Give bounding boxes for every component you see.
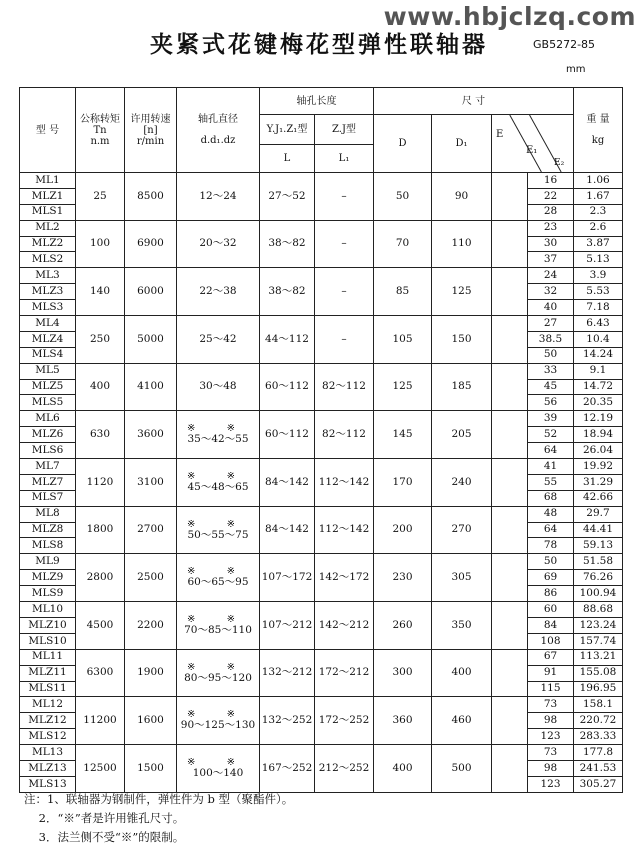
e-value-cell: 60 [528,602,574,618]
model-cell: MLS8 [20,538,76,554]
table-row [20,173,623,189]
bore-range: 100～140 [192,767,244,780]
d1-cell: 400 [432,649,492,697]
e-value-cell: 23 [528,220,574,236]
e-value-cell: 84 [528,617,574,633]
length-l-cell: 107～212 [260,602,315,650]
e-value-cell: 39 [528,411,574,427]
notes [24,790,293,847]
e-value-cell: 33 [528,363,574,379]
bore-range: 20～32 [199,237,237,250]
table-row [20,363,623,379]
e-blank-cell [492,649,528,697]
bore-star-mark: ※ ※ [187,423,249,435]
d1-cell: 150 [432,316,492,364]
e-value-cell: 123 [528,776,574,792]
model-cell: MLS10 [20,633,76,649]
weight-cell: 18.94 [574,427,623,443]
d-cell: 200 [374,506,432,554]
e-blank-cell [492,316,528,364]
speed-cell: 1900 [125,649,177,697]
weight-cell: 14.72 [574,379,623,395]
model-cell: MLS3 [20,300,76,316]
weight-cell: 123.24 [574,617,623,633]
length-l-cell: 38～82 [260,220,315,268]
length-l1-cell: 82～112 [315,363,374,411]
bore-range: 50～55～75 [187,528,249,541]
d-cell: 300 [374,649,432,697]
e-value-cell: 38.5 [528,331,574,347]
d1-cell: 460 [432,697,492,745]
e-value-cell: 32 [528,284,574,300]
model-cell: ML12 [20,697,76,713]
bore-range: 22～38 [199,284,237,297]
speed-cell: 4100 [125,363,177,411]
weight-cell: 12.19 [574,411,623,427]
weight-cell: 88.68 [574,602,623,618]
weight-cell: 241.53 [574,760,623,776]
spec-table [19,87,623,793]
torque-cell: 4500 [76,602,125,650]
torque-cell: 2800 [76,554,125,602]
torque-cell: 140 [76,268,125,316]
d-cell: 170 [374,459,432,507]
speed-cell: 3600 [125,411,177,459]
d1-cell: 110 [432,220,492,268]
bore-cell [177,220,260,268]
model-cell: ML3 [20,268,76,284]
weight-cell: 196.95 [574,681,623,697]
weight-cell: 42.66 [574,490,623,506]
d1-cell: 270 [432,506,492,554]
d1-cell: 125 [432,268,492,316]
model-cell: MLZ12 [20,713,76,729]
e-value-cell: 98 [528,713,574,729]
header-model: 型 号 [20,88,76,173]
weight-cell: 44.41 [574,522,623,538]
model-cell: ML6 [20,411,76,427]
e-value-cell: 98 [528,760,574,776]
model-cell: MLZ6 [20,427,76,443]
model-cell: MLZ9 [20,570,76,586]
bore-cell [177,363,260,411]
length-l-cell: 84～142 [260,459,315,507]
table-row [20,411,623,427]
weight-cell: 283.33 [574,729,623,745]
model-cell: MLS7 [20,490,76,506]
bore-cell [177,554,260,602]
model-cell: MLZ3 [20,284,76,300]
bore-cell [177,697,260,745]
torque-cell: 250 [76,316,125,364]
table-row [20,602,623,618]
e-value-cell: 108 [528,633,574,649]
weight-cell: 3.9 [574,268,623,284]
e-blank-cell [492,411,528,459]
table-row [20,649,623,665]
bore-cell [177,459,260,507]
bore-range: 80～95～120 [184,671,252,684]
table-row [20,697,623,713]
weight-cell: 2.3 [574,204,623,220]
model-cell: ML4 [20,316,76,332]
d-cell: 50 [374,173,432,221]
weight-cell: 6.43 [574,316,623,332]
weight-cell: 3.87 [574,236,623,252]
table-row [20,554,623,570]
e-value-cell: 41 [528,459,574,475]
e-blank-cell [492,745,528,793]
bore-cell [177,268,260,316]
model-cell: MLS6 [20,443,76,459]
weight-cell: 177.8 [574,745,623,761]
standard-code: GB5272-85 [533,38,596,51]
length-l1-cell: 112～142 [315,506,374,554]
bore-cell [177,173,260,221]
header-size: 尺 寸 [374,88,574,115]
model-cell: ML13 [20,745,76,761]
model-cell: ML5 [20,363,76,379]
e-value-cell: 78 [528,538,574,554]
model-cell: MLS12 [20,729,76,745]
weight-cell: 59.13 [574,538,623,554]
weight-cell: 155.08 [574,665,623,681]
site-watermark: www.hbjclzq.com [383,2,636,31]
model-cell: MLS2 [20,252,76,268]
bore-range: 30～48 [199,380,237,393]
e-value-cell: 50 [528,347,574,363]
note-line: 3．法兰侧不受“※”的限制。 [24,830,185,844]
e-value-cell: 115 [528,681,574,697]
header-d1: D₁ [432,115,492,173]
length-l1-cell: 142～212 [315,602,374,650]
length-l-cell: 27～52 [260,173,315,221]
e-value-cell: 22 [528,188,574,204]
model-cell: MLZ4 [20,331,76,347]
weight-cell: 19.92 [574,459,623,475]
torque-cell: 1800 [76,506,125,554]
e-value-cell: 52 [528,427,574,443]
weight-cell: 14.24 [574,347,623,363]
bore-range: 70～85～110 [184,624,252,637]
bore-range: 12～24 [199,189,237,202]
e-value-cell: 56 [528,395,574,411]
e-value-cell: 37 [528,252,574,268]
e-blank-cell [492,554,528,602]
e-value-cell: 86 [528,586,574,602]
e-blank-cell [492,363,528,411]
model-cell: MLZ1 [20,188,76,204]
d1-cell: 90 [432,173,492,221]
bore-range: 25～42 [199,332,237,345]
torque-cell: 25 [76,173,125,221]
e-value-cell: 68 [528,490,574,506]
length-l-cell: 60～112 [260,363,315,411]
speed-cell: 5000 [125,316,177,364]
model-cell: ML1 [20,173,76,189]
length-l1-cell: – [315,220,374,268]
note-line: 注：1、联轴器为钢制件，弹性件为 b 型（聚酯件）。 [24,792,294,806]
bore-range: 45～48～65 [187,481,249,494]
e-blank-cell [492,602,528,650]
model-cell: ML7 [20,459,76,475]
model-cell: ML8 [20,506,76,522]
bore-star-mark: ※ ※ [187,471,249,483]
bore-star-mark: ※ ※ [187,661,249,673]
model-cell: MLS9 [20,586,76,602]
d-cell: 400 [374,745,432,793]
d1-cell: 205 [432,411,492,459]
model-cell: MLS11 [20,681,76,697]
e-value-cell: 73 [528,697,574,713]
model-cell: ML9 [20,554,76,570]
weight-cell: 10.4 [574,331,623,347]
weight-cell: 157.74 [574,633,623,649]
torque-cell: 6300 [76,649,125,697]
model-cell: MLZ2 [20,236,76,252]
d1-cell: 500 [432,745,492,793]
d1-cell: 185 [432,363,492,411]
speed-cell: 8500 [125,173,177,221]
d1-cell: 240 [432,459,492,507]
length-l-cell: 107～172 [260,554,315,602]
weight-cell: 26.04 [574,443,623,459]
e-value-cell: 24 [528,268,574,284]
table-row [20,220,623,236]
length-l-cell: 44～112 [260,316,315,364]
header-bore: 轴孔直径 d.d₁.dz [177,88,260,173]
e-value-cell: 64 [528,522,574,538]
torque-cell: 100 [76,220,125,268]
weight-cell: 31.29 [574,474,623,490]
length-l1-cell: 172～212 [315,649,374,697]
e-blank-cell [492,173,528,221]
speed-cell: 1500 [125,745,177,793]
d-cell: 230 [374,554,432,602]
weight-cell: 305.27 [574,776,623,792]
speed-cell: 6000 [125,268,177,316]
spec-table-body [20,173,623,793]
bore-star-mark: ※ ※ [187,518,249,530]
weight-cell: 20.35 [574,395,623,411]
bore-range: 60～65～95 [187,576,249,589]
model-cell: MLZ10 [20,617,76,633]
header-yj-sym: L [260,145,315,173]
table-row [20,506,623,522]
bore-cell [177,316,260,364]
d-cell: 70 [374,220,432,268]
bore-cell [177,602,260,650]
length-l-cell: 132～252 [260,697,315,745]
torque-cell: 11200 [76,697,125,745]
e-value-cell: 67 [528,649,574,665]
speed-cell: 2200 [125,602,177,650]
weight-cell: 158.1 [574,697,623,713]
bore-cell [177,649,260,697]
model-cell: MLS1 [20,204,76,220]
speed-cell: 6900 [125,220,177,268]
d-cell: 125 [374,363,432,411]
d-cell: 145 [374,411,432,459]
header-e-label: E [496,129,504,140]
torque-cell: 12500 [76,745,125,793]
model-cell: MLS5 [20,395,76,411]
length-l-cell: 60～112 [260,411,315,459]
d1-cell: 305 [432,554,492,602]
speed-cell: 3100 [125,459,177,507]
model-cell: ML10 [20,602,76,618]
table-row [20,745,623,761]
speed-cell: 1600 [125,697,177,745]
e-value-cell: 30 [528,236,574,252]
header-weight: 重 量 kg [574,88,623,173]
e-value-cell: 16 [528,173,574,189]
length-l1-cell: – [315,173,374,221]
torque-cell: 400 [76,363,125,411]
weight-cell: 1.06 [574,173,623,189]
weight-cell: 5.13 [574,252,623,268]
header-bore-length: 轴孔长度 [260,88,374,115]
length-l-cell: 84～142 [260,506,315,554]
table-row [20,316,623,332]
weight-cell: 9.1 [574,363,623,379]
e-value-cell: 48 [528,506,574,522]
weight-cell: 113.21 [574,649,623,665]
e-value-cell: 123 [528,729,574,745]
model-cell: MLS13 [20,776,76,792]
length-l1-cell: 172～252 [315,697,374,745]
e-value-cell: 55 [528,474,574,490]
model-cell: ML2 [20,220,76,236]
weight-cell: 51.58 [574,554,623,570]
e-blank-cell [492,459,528,507]
bore-star-mark: ※ ※ [187,757,249,769]
d-cell: 105 [374,316,432,364]
model-cell: MLZ5 [20,379,76,395]
d-cell: 360 [374,697,432,745]
e-value-cell: 50 [528,554,574,570]
table-row [20,268,623,284]
weight-cell: 7.18 [574,300,623,316]
e-value-cell: 28 [528,204,574,220]
e-value-cell: 91 [528,665,574,681]
length-l-cell: 38～82 [260,268,315,316]
table-row [20,459,623,475]
header-e1-label: E₁ [526,145,538,156]
unit-label: mm [566,64,586,75]
length-l1-cell: – [315,316,374,364]
e-value-cell: 64 [528,443,574,459]
model-cell: MLZ8 [20,522,76,538]
header-speed: 许用转速 [n] r/min [125,88,177,173]
weight-cell: 76.26 [574,570,623,586]
e-blank-cell [492,506,528,554]
model-cell: MLZ7 [20,474,76,490]
e-value-cell: 69 [528,570,574,586]
e-blank-cell [492,220,528,268]
bore-cell [177,506,260,554]
d-cell: 85 [374,268,432,316]
weight-cell: 1.67 [574,188,623,204]
note-line: 2．“※”者是许用锥孔尺寸。 [24,811,185,825]
bore-cell [177,411,260,459]
weight-cell: 5.53 [574,284,623,300]
bore-range: 35～42～55 [187,433,249,446]
length-l1-cell: 82～112 [315,411,374,459]
weight-cell: 2.6 [574,220,623,236]
bore-star-mark: ※ ※ [187,614,249,626]
bore-star-mark: ※ ※ [187,566,249,578]
header-e [492,115,574,173]
length-l1-cell: 112～142 [315,459,374,507]
length-l-cell: 132～212 [260,649,315,697]
bore-cell [177,745,260,793]
header-torque: 公称转矩 Tn n.m [76,88,125,173]
page-title: 夹紧式花键梅花型弹性联轴器 [150,31,488,58]
model-cell: MLZ13 [20,760,76,776]
e-value-cell: 73 [528,745,574,761]
header-zj: Z.J型 [315,115,374,145]
model-cell: ML11 [20,649,76,665]
header-yj: Y.J₁.Z₁型 [260,115,315,145]
d-cell: 260 [374,602,432,650]
header-zj-sym: L₁ [315,145,374,173]
header-d: D [374,115,432,173]
weight-cell: 29.7 [574,506,623,522]
torque-cell: 630 [76,411,125,459]
length-l1-cell: 142～172 [315,554,374,602]
e-value-cell: 45 [528,379,574,395]
d1-cell: 350 [432,602,492,650]
torque-cell: 1120 [76,459,125,507]
bore-star-mark: ※ ※ [187,709,249,721]
weight-cell: 220.72 [574,713,623,729]
length-l-cell: 167～252 [260,745,315,793]
length-l1-cell: – [315,268,374,316]
e-blank-cell [492,697,528,745]
e-value-cell: 40 [528,300,574,316]
e-value-cell: 27 [528,316,574,332]
weight-cell: 100.94 [574,586,623,602]
bore-range: 90～125～130 [180,719,256,732]
header-e2-label: E₂ [554,158,565,168]
model-cell: MLZ11 [20,665,76,681]
length-l1-cell: 212～252 [315,745,374,793]
speed-cell: 2500 [125,554,177,602]
speed-cell: 2700 [125,506,177,554]
e-blank-cell [492,268,528,316]
model-cell: MLS4 [20,347,76,363]
